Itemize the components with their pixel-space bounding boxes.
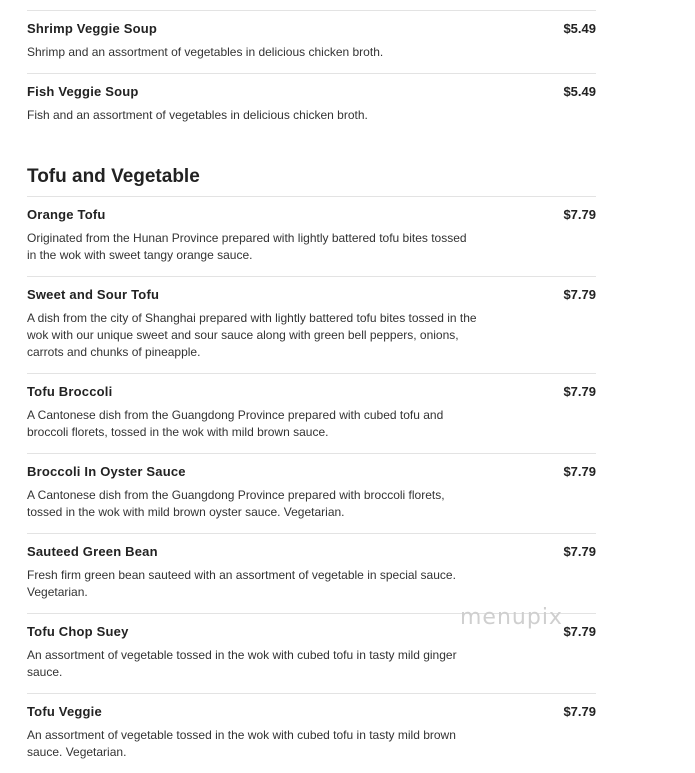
item-name: Tofu Broccoli [27,384,113,399]
item-price: $7.79 [563,704,596,719]
menu-item [27,693,596,773]
item-name: Fish Veggie Soup [27,84,139,99]
item-description: A dish from the city of Shanghai prepared with lightly battered tofu bites tossed in the wok with our unique sweet and sour sauce along with green bell peppers, onions, carrots and chunks of pineapple. [27,311,477,359]
item-price: $7.79 [563,624,596,639]
item-description: A Cantonese dish from the Guangdong Province prepared with cubed tofu and broccoli florets, tossed in the wok with mild brown sauce. [27,408,444,439]
item-name: Tofu Veggie [27,704,102,719]
item-price: $7.79 [563,287,596,302]
menu-item [27,453,596,533]
menu-item [27,373,596,453]
item-description: A Cantonese dish from the Guangdong Province prepared with broccoli florets, tossed in the wok with mild brown oyster sauce. Vegetarian. [27,488,445,519]
item-price: $7.79 [563,464,596,479]
item-description: An assortment of vegetable tossed in the wok with cubed tofu in tasty mild brown sauce. Vegetarian. [27,728,456,759]
menupix-watermark: menupix [460,605,563,630]
item-price: $7.79 [563,207,596,222]
item-name: Orange Tofu [27,207,106,222]
menu-item [27,196,596,276]
item-price: $7.79 [563,544,596,559]
item-name: Sweet and Sour Tofu [27,287,160,302]
menu [27,10,596,773]
section-title: Tofu and Vegetable [27,166,200,187]
item-price: $5.49 [563,84,596,99]
item-description: Shrimp and an assortment of vegetables in delicious chicken broth. [27,45,384,59]
item-name: Shrimp Veggie Soup [27,21,158,36]
item-name: Sauteed Green Bean [27,544,158,559]
menu-item [27,276,596,373]
item-price: $5.49 [563,21,596,36]
item-description: Fresh firm green bean sauteed with an assortment of vegetable in special sauce. Vegetarian. [27,568,456,599]
item-description: Fish and an assortment of vegetables in delicious chicken broth. [27,108,368,122]
item-name: Broccoli In Oyster Sauce [27,464,186,479]
item-description: Originated from the Hunan Province prepared with lightly battered tofu bites tossed in the wok with sweet tangy orange sauce. [27,231,467,262]
menu-item [27,73,596,136]
item-price: $7.79 [563,384,596,399]
item-name: Tofu Chop Suey [27,624,129,639]
menu-item [27,533,596,613]
menu-item [27,10,596,73]
item-description: An assortment of vegetable tossed in the wok with cubed tofu in tasty mild ginger sauce. [27,648,457,679]
